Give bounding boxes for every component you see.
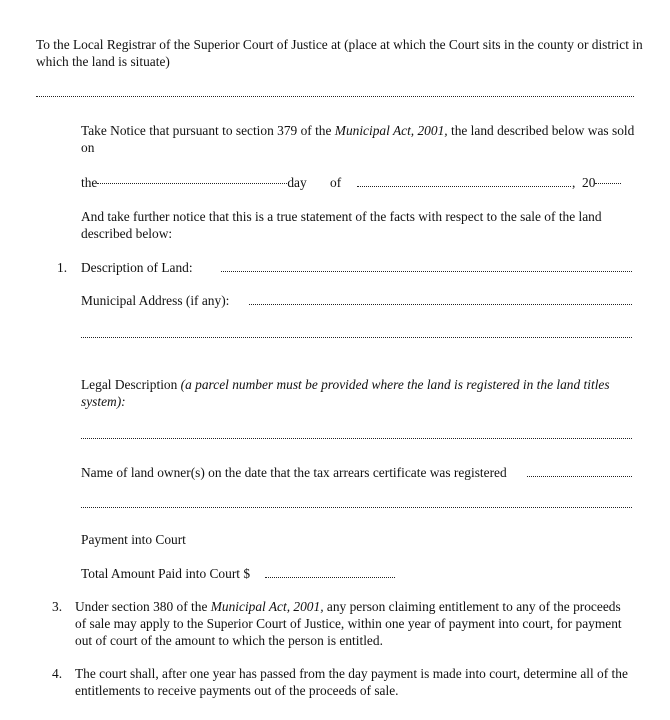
item-1-number: 1. [57,260,68,275]
total-paid-label: Total Amount Paid into Court $ [81,566,251,581]
date-prefix: the [81,175,98,190]
item-4-number: 4. [52,666,63,681]
month-blank[interactable] [357,186,571,187]
item-3-act-name: Municipal Act, 2001, [210,599,324,614]
municipal-address-label: Municipal Address (if any): [81,293,230,308]
description-of-land-label: Description of Land: [81,260,193,275]
sale-date-line [81,174,307,191]
legal-description-note: (a parcel number must be provided where the land is registered in the land titles system): [81,377,610,409]
take-notice-paragraph [81,122,636,156]
item-3-number: 3. [52,599,63,614]
legal-description-blank[interactable] [81,438,632,439]
municipal-address-blank-2[interactable] [81,337,632,338]
item-3-paragraph [75,598,635,649]
day-blank[interactable] [97,183,287,184]
owner-label: Name of land owner(s) on the date that the tax arrears certificate was registered [81,465,507,480]
take-notice-lead: Take Notice that pursuant to section 379 of the [81,123,335,138]
payment-heading: Payment into Court [81,532,186,547]
total-paid-blank[interactable] [265,577,395,578]
owner-blank[interactable] [527,476,632,477]
year-prefix: 20 [582,175,596,190]
item-4-paragraph: The court shall, after one year has passed from the day payment is made into court, determine all of the entitlements to receive payments out of the proceeds of sale. [75,666,628,698]
of-label: of [330,175,342,190]
further-notice-paragraph: And take further notice that this is a true statement of the facts with respect to the sale of the land described below: [81,209,602,241]
legal-description-label: Legal Description [81,377,181,392]
year-wrap: , 20 [572,174,621,191]
take-notice-tail: the land described below was sold on [81,123,635,155]
description-of-land-blank[interactable] [221,271,632,272]
month-of-label-wrap [330,174,341,191]
place-blank-line[interactable] [36,96,634,97]
legal-description-paragraph [81,376,634,410]
owner-blank-2[interactable] [81,507,632,508]
registrar-address: To the Local Registrar of the Superior Court of Justice at (place at which the Court sits in the county or district in which the land is situate) [36,37,643,69]
day-label: day [287,175,307,190]
item-3-tail: any person claiming entitlement to any of the proceeds of sale may apply to the Superior Court of Justice, within one year of payment into court, for payment out of court of the amount to which the person is entitled. [75,599,622,648]
year-blank[interactable] [595,183,621,184]
municipal-address-blank[interactable] [249,304,632,305]
act-name: Municipal Act, 2001, [334,123,448,138]
item-3-lead: Under section 380 of the [75,599,211,614]
